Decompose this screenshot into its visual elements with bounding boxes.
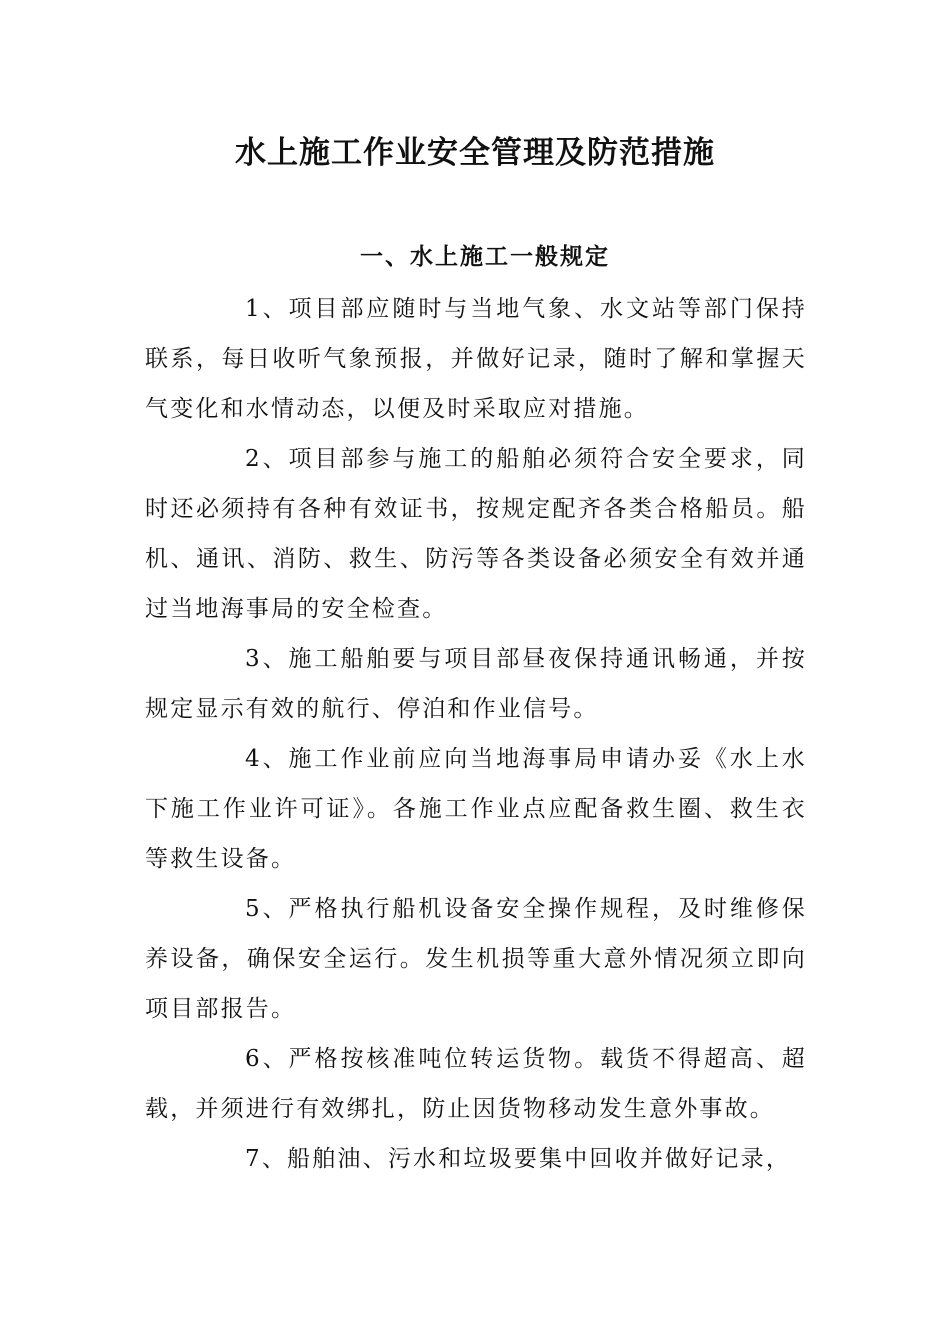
paragraph-6: 6、严格按核准吨位转运货物。载货不得超高、超载，并须进行有效绑扎，防止因货物移动发生意外事故。 (145, 1046, 807, 1122)
paragraph-4: 4、施工作业前应向当地海事局申请办妥《水上水下施工作业许可证》。各施工作业点应配备救生圈、救生衣等救生设备。 (145, 746, 807, 872)
document-title: 水上施工作业安全管理及防范措施 (235, 135, 715, 171)
paragraph-5: 5、严格执行船机设备安全操作规程，及时维修保养设备，确保安全运行。发生机损等重大意外情况须立即向项目部报告。 (145, 896, 807, 1022)
section-heading: 一、水上施工一般规定 (360, 243, 610, 270)
paragraph-1: 1、项目部应随时与当地气象、水文站等部门保持联系，每日收听气象预报，并做好记录，随时了解和掌握天气变化和水情动态，以便及时采取应对措施。 (145, 296, 807, 422)
document-body (145, 284, 807, 1184)
paragraph-7: 7、船舶油、污水和垃圾要集中回收并做好记录， (245, 1146, 792, 1172)
paragraph-3: 3、施工船舶要与项目部昼夜保持通讯畅通，并按规定显示有效的航行、停泊和作业信号。 (145, 646, 807, 722)
paragraph-2: 2、项目部参与施工的船舶必须符合安全要求，同时还必须持有各种有效证书，按规定配齐各类合格船员。船机、通讯、消防、救生、防污等各类设备必须安全有效并通过当地海事局的安全检查。 (145, 446, 807, 622)
